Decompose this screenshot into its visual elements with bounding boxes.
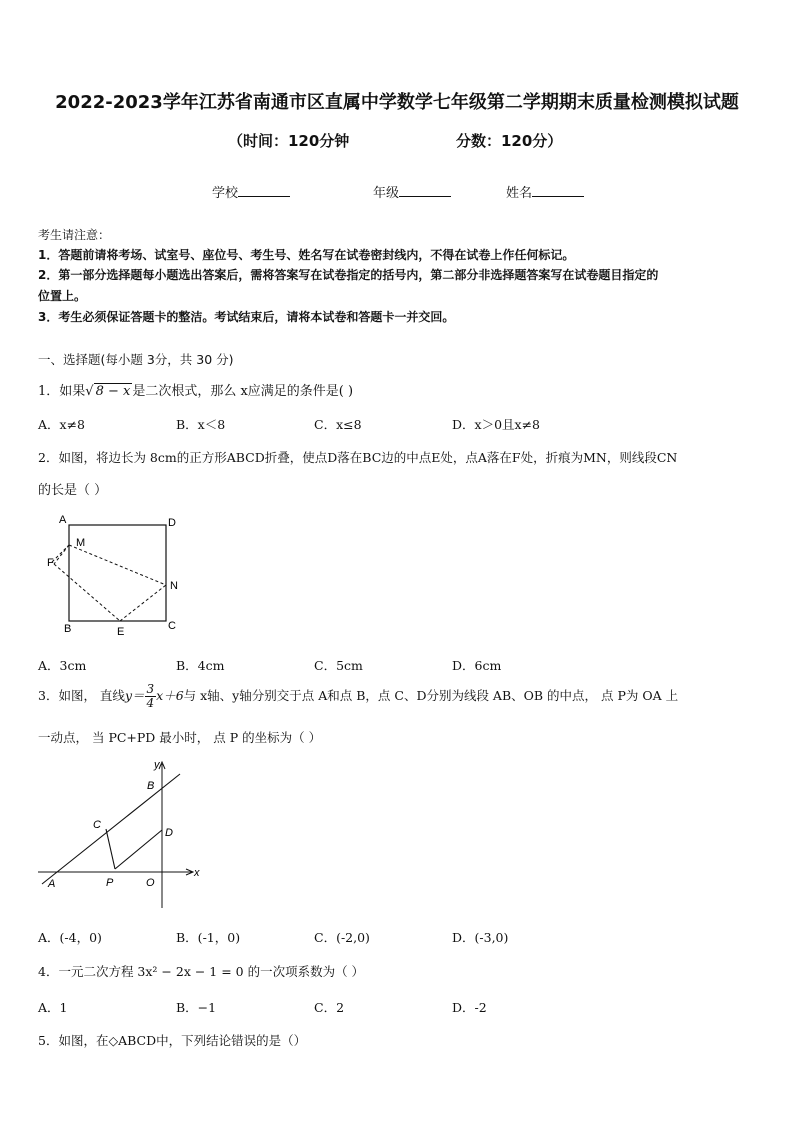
q3-label-b: B bbox=[147, 780, 155, 792]
q3-fraction bbox=[145, 683, 157, 710]
school-label: 学校 bbox=[212, 186, 239, 201]
q3-segment-pd bbox=[115, 830, 162, 869]
school-field bbox=[212, 182, 290, 201]
q2-label-a: A bbox=[59, 514, 67, 526]
q2-label-m: M bbox=[76, 537, 86, 549]
q2-label-d: D bbox=[168, 517, 176, 529]
q2-fold-line-mn bbox=[69, 545, 166, 585]
question-3 bbox=[38, 683, 678, 710]
q4-option-c: C．2 bbox=[314, 1000, 345, 1015]
q3-label-o: O bbox=[146, 877, 155, 889]
q3-option-b: B．(-1，0) bbox=[176, 930, 241, 945]
q4-option-d: D．-2 bbox=[452, 1000, 487, 1015]
exam-score: 分数：120分） bbox=[456, 132, 563, 150]
q2-option-d: D．6cm bbox=[452, 658, 502, 673]
question-1: 1．如果√ 8 − x 是二次根式，那么 x应满足的条件是( ) bbox=[38, 384, 354, 399]
name-field bbox=[506, 182, 584, 201]
q1-radical: 8 − x bbox=[95, 384, 131, 399]
q2-label-f: F bbox=[47, 557, 54, 569]
q4-option-b: B．−1 bbox=[176, 1000, 217, 1015]
question-3-cont: 一动点， 当 PC+PD 最小时， 点 P 的坐标为（ ） bbox=[38, 730, 322, 745]
question-5: 5．如图，在◇ABCD中，下列结论错误的是（） bbox=[38, 1033, 307, 1048]
q1-prefix: 1．如果 bbox=[38, 384, 86, 399]
q3-option-c: C．(-2,0) bbox=[314, 930, 370, 945]
school-blank bbox=[238, 184, 290, 197]
exam-time: （时间：120分钟 bbox=[228, 132, 350, 150]
q3-option-a: A．(-4，0) bbox=[38, 930, 102, 945]
q3-segment-cp bbox=[106, 829, 115, 869]
q2-label-c: C bbox=[168, 620, 176, 632]
q1-option-b: B．x＜8 bbox=[176, 417, 226, 432]
q2-label-e: E bbox=[117, 626, 125, 638]
name-blank bbox=[532, 184, 584, 197]
name-label: 姓名 bbox=[506, 186, 533, 201]
q3-label-p: P bbox=[106, 877, 114, 889]
notice-item-3: 3．考生必须保证答题卡的整洁。考试结束后，请将本试卷和答题卡一并交回。 bbox=[38, 310, 455, 324]
notice-item-1: 1．答题前请将考场、试室号、座位号、考生号、姓名写在试卷密封线内，不得在试卷上作任何标记。 bbox=[38, 248, 575, 262]
q2-option-a: A．3cm bbox=[38, 658, 87, 673]
q2-option-b: B．4cm bbox=[176, 658, 225, 673]
q3-label-y: y bbox=[154, 759, 160, 771]
q2-line-fe bbox=[54, 564, 120, 621]
q3-option-d: D．(-3,0) bbox=[452, 930, 509, 945]
q2-figure bbox=[38, 508, 198, 643]
q3-prefix: 3．如图， 直线 bbox=[38, 688, 125, 703]
q3-label-c: C bbox=[93, 819, 101, 831]
q2-label-n: N bbox=[170, 580, 178, 592]
question-2: 2．如图，将边长为 8cm的正方形ABCD折叠，使点D落在BC边的中点E处，点A落在F处，折痕为MN，则线段CN bbox=[38, 450, 678, 465]
q1-option-c: C．x≤8 bbox=[314, 417, 362, 432]
q1-suffix: 是二次根式，那么 x应满足的条件是( ) bbox=[132, 384, 354, 399]
q3-frac-num: 3 bbox=[146, 682, 155, 696]
q3-figure bbox=[34, 756, 214, 912]
q2-label-b: B bbox=[64, 623, 72, 635]
question-2-cont: 的长是（ ） bbox=[38, 483, 108, 498]
q1-option-d: D．x＞0且x≠8 bbox=[452, 417, 541, 432]
q3-line-ab bbox=[42, 774, 180, 884]
notice-heading: 考生请注意： bbox=[38, 228, 111, 242]
q3-x-plus: x＋6 bbox=[156, 688, 184, 703]
question-4: 4．一元二次方程 3x² − 2x − 1 = 0 的一次项系数为（ ） bbox=[38, 964, 365, 979]
q2-line-en bbox=[120, 585, 166, 621]
q3-frac-den: 4 bbox=[146, 696, 155, 710]
grade-label: 年级 bbox=[373, 186, 400, 201]
q2-line-mf bbox=[54, 545, 69, 564]
q1-option-a: A．x≠8 bbox=[38, 417, 86, 432]
q3-label-x: x bbox=[194, 867, 200, 879]
section-heading: 一、选择题(每小题 3分，共 30 分) bbox=[38, 352, 234, 367]
q3-label-a: A bbox=[48, 878, 56, 890]
grade-field bbox=[373, 182, 451, 201]
q2-option-c: C．5cm bbox=[314, 658, 363, 673]
grade-blank bbox=[399, 184, 451, 197]
notice-item-2: 2．第一部分选择题每小题选出答案后，需将答案写在试卷指定的括号内，第二部分非选择题答案写在试卷题目指定的 bbox=[38, 268, 659, 282]
notice-item-2-cont: 位置上。 bbox=[38, 289, 87, 303]
q2-line-fa bbox=[52, 545, 69, 562]
page-title: 2022-2023学年江苏省南通市区直属中学数学七年级第二学期期末质量检测模拟试题 bbox=[55, 92, 739, 113]
q3-suffix: 与 x轴、y轴分别交于点 A和点 B，点 C、D分别为线段 AB、OB 的中点， 点 P为 OA 上 bbox=[183, 688, 679, 703]
q3-label-d: D bbox=[165, 827, 173, 839]
q4-option-a: A．1 bbox=[38, 1000, 68, 1015]
q3-y-eq: y＝ bbox=[124, 688, 145, 703]
